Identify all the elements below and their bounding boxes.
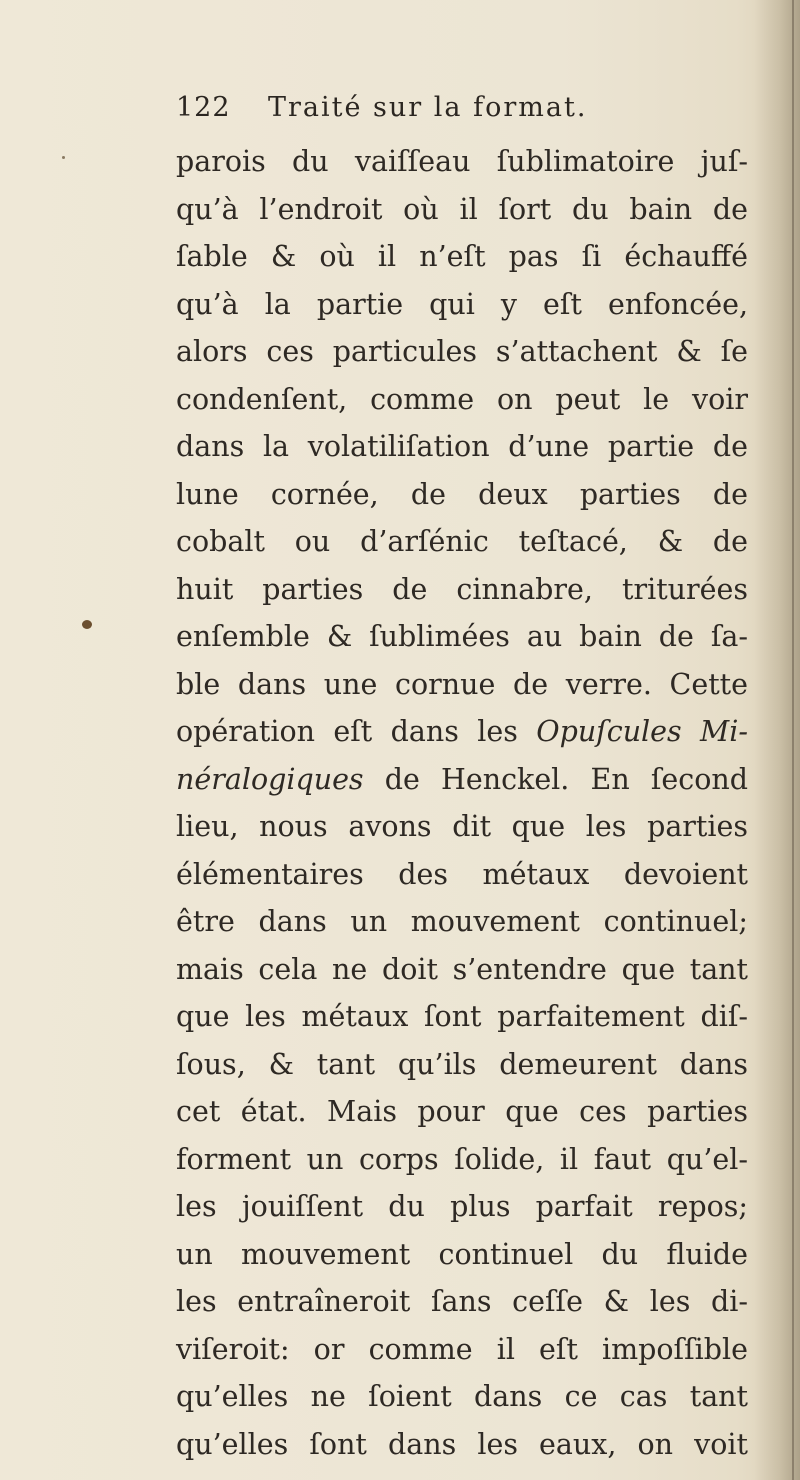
text-line: ble dans une cornue de verre. Cette	[176, 667, 748, 701]
text-line: enſemble & ſublimées au bain de ſa-	[176, 620, 748, 653]
text-line: que les métaux ſont parfaitement diſ-	[176, 1000, 748, 1033]
text-line: cobalt ou d’arſénic teſtacé, & de	[176, 525, 748, 558]
page-number: 122	[176, 92, 231, 123]
ink-speck	[62, 156, 65, 159]
text-line: les entraîneroit ſans ceſſe & les di-	[176, 1285, 748, 1318]
italic-title-fragment: néralogiques	[176, 762, 364, 796]
text-line: ſable & où il n’eſt pas ſi échauffé	[176, 240, 748, 273]
text-line: huit parties de cinnabre, triturées	[176, 572, 748, 606]
text-line: élémentaires des métaux devoient	[176, 857, 748, 891]
text-line: un mouvement continuel du fluide	[176, 1237, 748, 1271]
text-line: parois du vaiſſeau ſublimatoire juſ-	[176, 145, 748, 178]
italic-title-fragment: Opuſcules Mi-	[536, 715, 748, 748]
text-line: alors ces particules s’attachent & ſe	[176, 335, 748, 368]
text-line-with-italic	[176, 756, 748, 804]
text-line: forment un corps ſolide, il faut qu’el-	[176, 1142, 748, 1176]
text-segment: de Henckel. En ſecond	[363, 762, 748, 796]
text-line: mais cela ne doit s’entendre que tant	[176, 952, 748, 986]
text-segment: opération eſt dans les	[176, 715, 518, 748]
text-line: être dans un mouvement continuel;	[176, 905, 748, 938]
text-line: ſous, & tant qu’ils demeurent dans	[176, 1047, 748, 1081]
text-line: lieu, nous avons dit que les parties	[176, 810, 748, 843]
text-line: qu’à la partie qui y eſt enfoncée,	[176, 287, 748, 321]
text-line: qu’elles ſont dans les eaux, on voit	[176, 1427, 748, 1461]
text-line: lune cornée, de deux parties de	[176, 477, 748, 511]
text-line: condenſent, comme on peut le voir	[176, 382, 748, 416]
ink-speck	[82, 620, 92, 629]
text-line: qu’à l’endroit où il ſort du bain de	[176, 192, 748, 226]
text-line: qu’elles ne ſoient dans ce cas tant	[176, 1380, 748, 1413]
running-header	[176, 92, 736, 132]
text-line: dans la volatiliſation d’une partie de	[176, 430, 748, 463]
page-edge-line	[792, 0, 794, 1480]
running-title: Traité sur la format.	[268, 92, 588, 123]
text-line-with-italic	[176, 708, 748, 756]
text-line: viſeroit: or comme il eſt impoſſible	[176, 1332, 748, 1366]
text-line: cet état. Mais pour que ces parties	[176, 1095, 748, 1128]
text-line: les jouiſſent du plus parfait repos;	[176, 1190, 748, 1223]
body-text	[176, 138, 748, 1468]
